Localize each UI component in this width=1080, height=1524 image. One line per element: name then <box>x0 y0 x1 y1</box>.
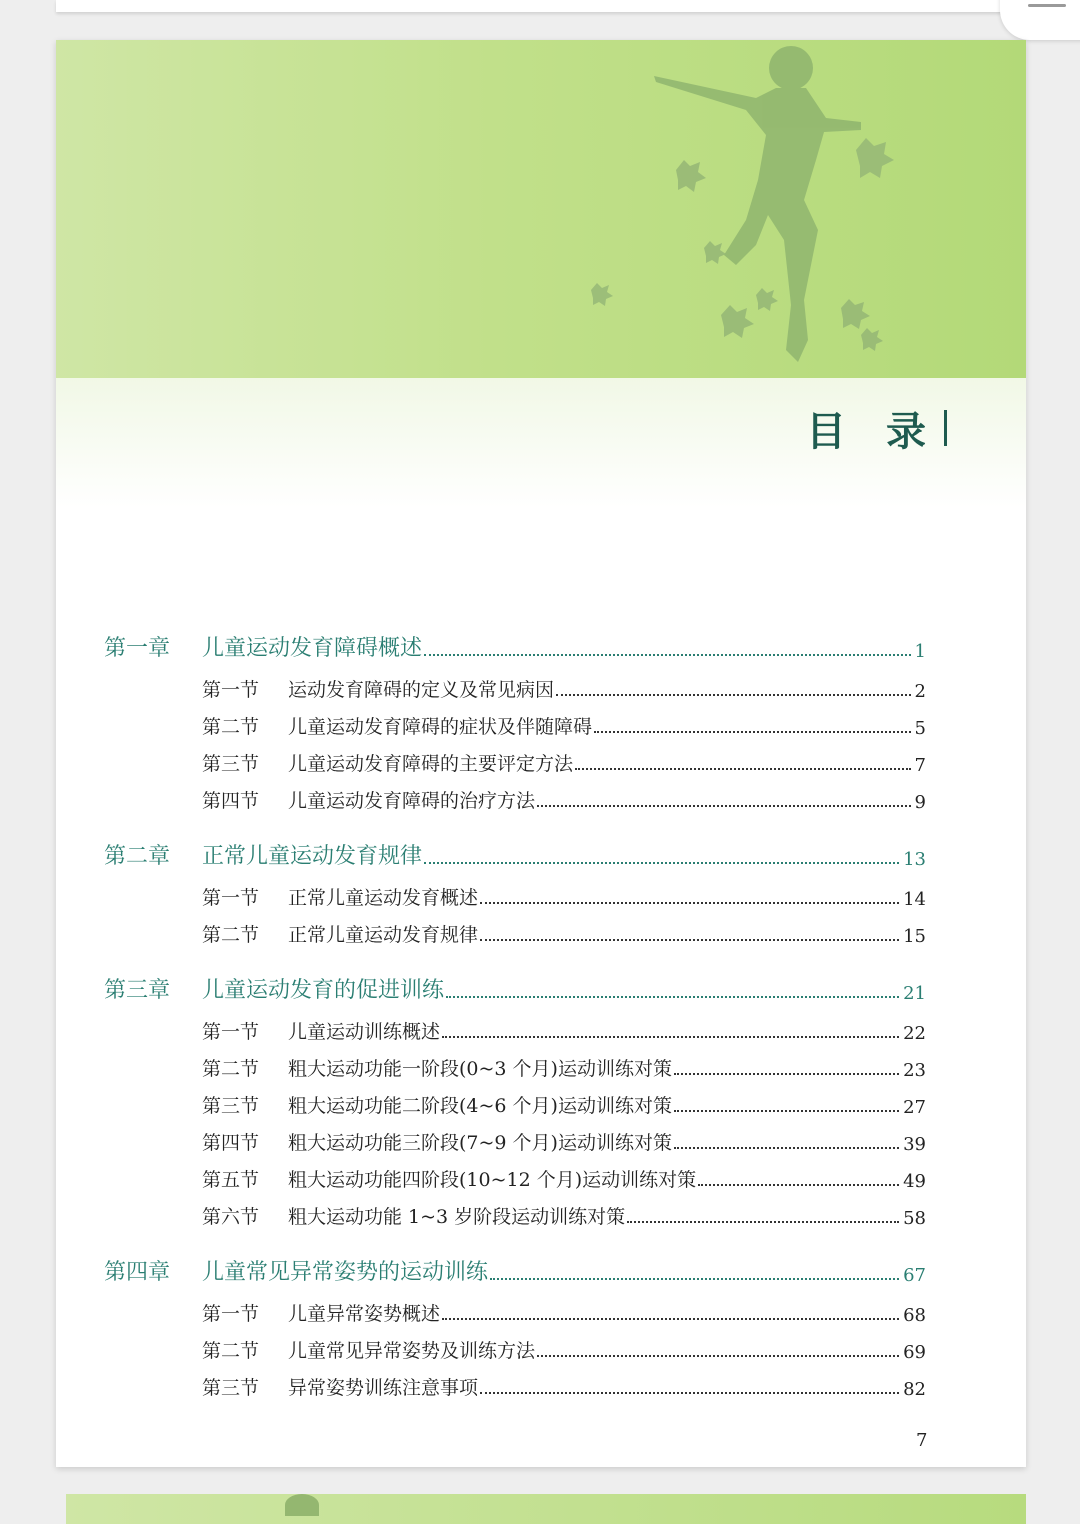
chapter-title: 正常儿童运动发育规律 <box>202 844 423 869</box>
dot-leader <box>442 1036 899 1038</box>
toc-title-char-2: 录 <box>886 409 928 455</box>
toc-section[interactable] <box>202 711 926 739</box>
title-bar-decoration <box>944 410 947 446</box>
next-page-edge <box>66 1494 1026 1524</box>
section-title: 粗大运动功能一阶段(0~3 个月)运动训练对策 <box>288 1058 672 1080</box>
dot-leader <box>424 654 911 656</box>
dot-leader <box>556 694 911 696</box>
toc-section[interactable] <box>202 1016 926 1044</box>
dot-leader <box>674 1073 899 1075</box>
section-number: 第四节 <box>202 1132 260 1154</box>
dot-leader <box>442 1318 899 1320</box>
toc-chapter-2[interactable] <box>104 840 926 870</box>
dot-leader <box>480 1392 899 1394</box>
section-title: 儿童异常姿势概述 <box>288 1303 441 1325</box>
section-number: 第一节 <box>202 1303 260 1325</box>
chapter-title: 儿童运动发育障碍概述 <box>202 636 423 661</box>
dot-leader <box>674 1147 899 1149</box>
chapter-page: 13 <box>903 849 926 870</box>
section-page: 39 <box>903 1134 926 1155</box>
chapter-title: 儿童常见异常姿势的运动训练 <box>202 1260 489 1285</box>
section-number: 第三节 <box>202 1377 260 1399</box>
section-number: 第二节 <box>202 716 260 738</box>
section-page: 23 <box>903 1060 926 1081</box>
dot-leader <box>424 862 899 864</box>
toc-section[interactable] <box>202 919 926 947</box>
section-number: 第二节 <box>202 1340 260 1362</box>
section-number: 第二节 <box>202 1058 260 1080</box>
child-silhouette-illustration <box>56 40 1026 378</box>
toc-section[interactable] <box>202 674 926 702</box>
toc-chapter-4[interactable] <box>104 1256 926 1286</box>
dot-leader <box>537 1355 899 1357</box>
dot-leader <box>674 1110 899 1112</box>
dot-leader <box>537 805 911 807</box>
page-number: 7 <box>916 1430 928 1451</box>
toc-title-char-1: 目 <box>806 409 848 455</box>
section-page: 15 <box>903 926 926 947</box>
section-page: 7 <box>914 755 926 776</box>
chapter-number: 第四章 <box>104 1260 171 1285</box>
section-number: 第二节 <box>202 924 260 946</box>
section-title: 儿童常见异常姿势及训练方法 <box>288 1340 536 1362</box>
section-page: 22 <box>903 1023 926 1044</box>
chapter-number: 第二章 <box>104 844 171 869</box>
dot-leader <box>594 731 911 733</box>
toc-section[interactable] <box>202 1335 926 1363</box>
next-page-illustration <box>285 1494 319 1516</box>
chapter-page: 67 <box>903 1265 926 1286</box>
chapter-page: 1 <box>914 641 926 662</box>
toc-chapter-3[interactable] <box>104 974 926 1004</box>
section-number: 第一节 <box>202 887 260 909</box>
section-page: 9 <box>914 792 926 813</box>
dot-leader <box>575 768 911 770</box>
section-title: 粗大运动功能三阶段(7~9 个月)运动训练对策 <box>288 1132 672 1154</box>
section-title: 儿童运动发育障碍的主要评定方法 <box>288 753 574 775</box>
section-number: 第四节 <box>202 790 260 812</box>
section-title: 运动发育障碍的定义及常见病因 <box>288 679 555 701</box>
toc-section[interactable] <box>202 1090 926 1118</box>
section-page: 49 <box>903 1171 926 1192</box>
toc-section[interactable] <box>202 1127 926 1155</box>
toc-section[interactable] <box>202 1201 926 1229</box>
previous-page-edge <box>56 0 1026 12</box>
section-title: 儿童运动发育障碍的症状及伴随障碍 <box>288 716 593 738</box>
dot-leader <box>480 902 899 904</box>
chapter-number: 第三章 <box>104 978 171 1003</box>
toc-section[interactable] <box>202 882 926 910</box>
section-number: 第一节 <box>202 679 260 701</box>
section-title: 正常儿童运动发育规律 <box>288 924 479 946</box>
section-title: 异常姿势训练注意事项 <box>288 1377 479 1399</box>
chapter-title: 儿童运动发育的促进训练 <box>202 978 445 1003</box>
section-page: 68 <box>903 1305 926 1326</box>
dot-leader <box>698 1184 899 1186</box>
section-page: 69 <box>903 1342 926 1363</box>
section-title: 儿童运动训练概述 <box>288 1021 441 1043</box>
toc-section[interactable] <box>202 748 926 776</box>
menu-icon[interactable] <box>1028 4 1066 7</box>
section-page: 14 <box>903 889 926 910</box>
header-banner <box>56 40 1026 378</box>
toc-chapter-1[interactable] <box>104 632 926 662</box>
toc-section[interactable] <box>202 1164 926 1192</box>
banner-fade <box>56 378 1026 508</box>
section-page: 27 <box>903 1097 926 1118</box>
section-title: 正常儿童运动发育概述 <box>288 887 479 909</box>
toc-section[interactable] <box>202 1053 926 1081</box>
section-title: 儿童运动发育障碍的治疗方法 <box>288 790 536 812</box>
section-number: 第五节 <box>202 1169 260 1191</box>
section-page: 5 <box>914 718 926 739</box>
dot-leader <box>627 1221 899 1223</box>
dot-leader <box>490 1278 899 1280</box>
section-title: 粗大运动功能四阶段(10~12 个月)运动训练对策 <box>288 1169 697 1191</box>
section-number: 第三节 <box>202 753 260 775</box>
toc-section[interactable] <box>202 1372 926 1400</box>
toc-section[interactable] <box>202 1298 926 1326</box>
section-page: 58 <box>903 1208 926 1229</box>
section-number: 第六节 <box>202 1206 260 1228</box>
dot-leader <box>446 996 899 998</box>
document-page <box>56 40 1026 1467</box>
section-number: 第三节 <box>202 1095 260 1117</box>
section-page: 2 <box>914 681 926 702</box>
chapter-number: 第一章 <box>104 636 171 661</box>
section-page: 82 <box>903 1379 926 1400</box>
section-title: 粗大运动功能 1~3 岁阶段运动训练对策 <box>288 1206 626 1228</box>
dot-leader <box>480 939 899 941</box>
toc-section[interactable] <box>202 785 926 813</box>
section-title: 粗大运动功能二阶段(4~6 个月)运动训练对策 <box>288 1095 672 1117</box>
section-number: 第一节 <box>202 1021 260 1043</box>
chapter-page: 21 <box>903 983 926 1004</box>
